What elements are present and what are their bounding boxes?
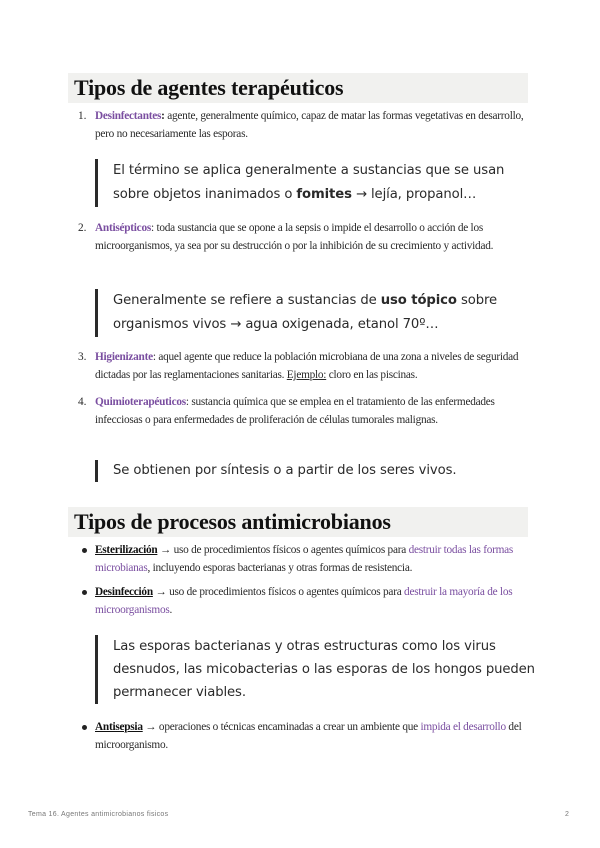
term-separator: : (151, 222, 154, 234)
quote-desinfeccion: Las esporas bacterianas y otras estructuras como los virus desnudos, las micobacterias o las esporas de los hongos pueden permanecer viables. (95, 635, 535, 704)
highlight-text: destruir todas las formas microbianas (95, 544, 514, 574)
item-text: agente, generalmente químico, capaz de matar las formas vegetativas en desarrollo, pero no necesariamente las esporas. (95, 110, 524, 140)
quote-text: → lejía, propanol… (351, 187, 477, 202)
item-text: → uso de procedimientos físicos o agentes químicos para (152, 586, 405, 598)
term-esterilizacion: Esterilización (95, 544, 158, 556)
item-text: . (169, 604, 173, 616)
list-item-higienizante (95, 348, 530, 384)
page-number: 2 (565, 811, 569, 818)
item-text: aquel agente que reduce la población microbiana de una zona a niveles de seguridad dictadas por las reglamentaciones sanitarias. (95, 351, 519, 381)
item-text: → uso de procedimientos físicos o agentes químicos para (157, 544, 409, 556)
list-item-desinfeccion (95, 583, 530, 619)
list-number: 3. (78, 351, 87, 363)
bullet-icon (82, 548, 87, 553)
list-item-antisepsia (95, 718, 530, 754)
quote-text: sobre organismos vivos → agua oxigenada, etanol 70º… (113, 293, 498, 332)
quote-bold: uso tópico (380, 293, 457, 308)
list-number: 4. (78, 396, 87, 408)
footer-title: Tema 16. Agentes antimicrobianos fisicos (28, 811, 169, 818)
bullet-icon (82, 590, 87, 595)
example-label: Ejemplo: (286, 369, 327, 381)
highlight-text: impida el desarrollo (420, 721, 506, 733)
item-text: del microorganismo. (95, 721, 522, 751)
section-heading-procesos: Tipos de procesos antimicrobianos (68, 507, 528, 537)
term-higienizante: Higienizante (95, 351, 153, 363)
term-separator: : (185, 396, 189, 408)
term-antisepsia: Antisepsia (95, 721, 143, 733)
quote-quimioterapeuticos: Se obtienen por síntesis o a partir de los seres vivos. (95, 460, 535, 482)
item-text: toda sustancia que se opone a la sepsis o impide el desarrollo o acción de los microorganismos, ya sea por su destrucción o por la inhibición de su crecimiento y actividad. (95, 222, 494, 252)
item-text: , incluyendo esporas bacterianas y otras formas de resistencia. (147, 562, 413, 574)
list-item-quimioterapeuticos (95, 393, 530, 429)
quote-antisepticos (95, 289, 535, 337)
term-desinfectantes: Desinfectantes (95, 110, 162, 122)
list-item-esterilizacion (95, 541, 530, 577)
item-text: → operaciones o técnicas encaminadas a crear un ambiente que (142, 721, 421, 733)
quote-text: Generalmente se refiere a sustancias de (113, 293, 381, 308)
highlight-text: destruir la mayoría de los microorganismos (95, 586, 513, 616)
quote-bold: fomites (296, 187, 352, 202)
quote-desinfectantes (95, 159, 535, 207)
term-desinfeccion: Desinfección (95, 586, 153, 598)
example-text: cloro en las piscinas. (326, 369, 418, 381)
list-number: 1. (78, 110, 87, 122)
section-heading-agentes: Tipos de agentes terapéuticos (68, 73, 528, 103)
list-number: 2. (78, 222, 87, 234)
term-separator: : (161, 110, 165, 122)
list-item-desinfectantes (95, 107, 530, 143)
item-text: sustancia química que se emplea en el tratamiento de las enfermedades infecciosas o para enfermedades de proliferación de células tumorales malignas. (95, 396, 495, 426)
list-item-antisepticos (95, 219, 530, 255)
bullet-icon (82, 725, 87, 730)
term-antisepticos: Antisépticos (95, 222, 151, 234)
term-separator: : (152, 351, 156, 363)
term-quimioterapeuticos: Quimioterapéuticos (95, 396, 186, 408)
quote-text: El término se aplica generalmente a sustancias que se usan sobre objetos inanimados o (113, 163, 505, 202)
